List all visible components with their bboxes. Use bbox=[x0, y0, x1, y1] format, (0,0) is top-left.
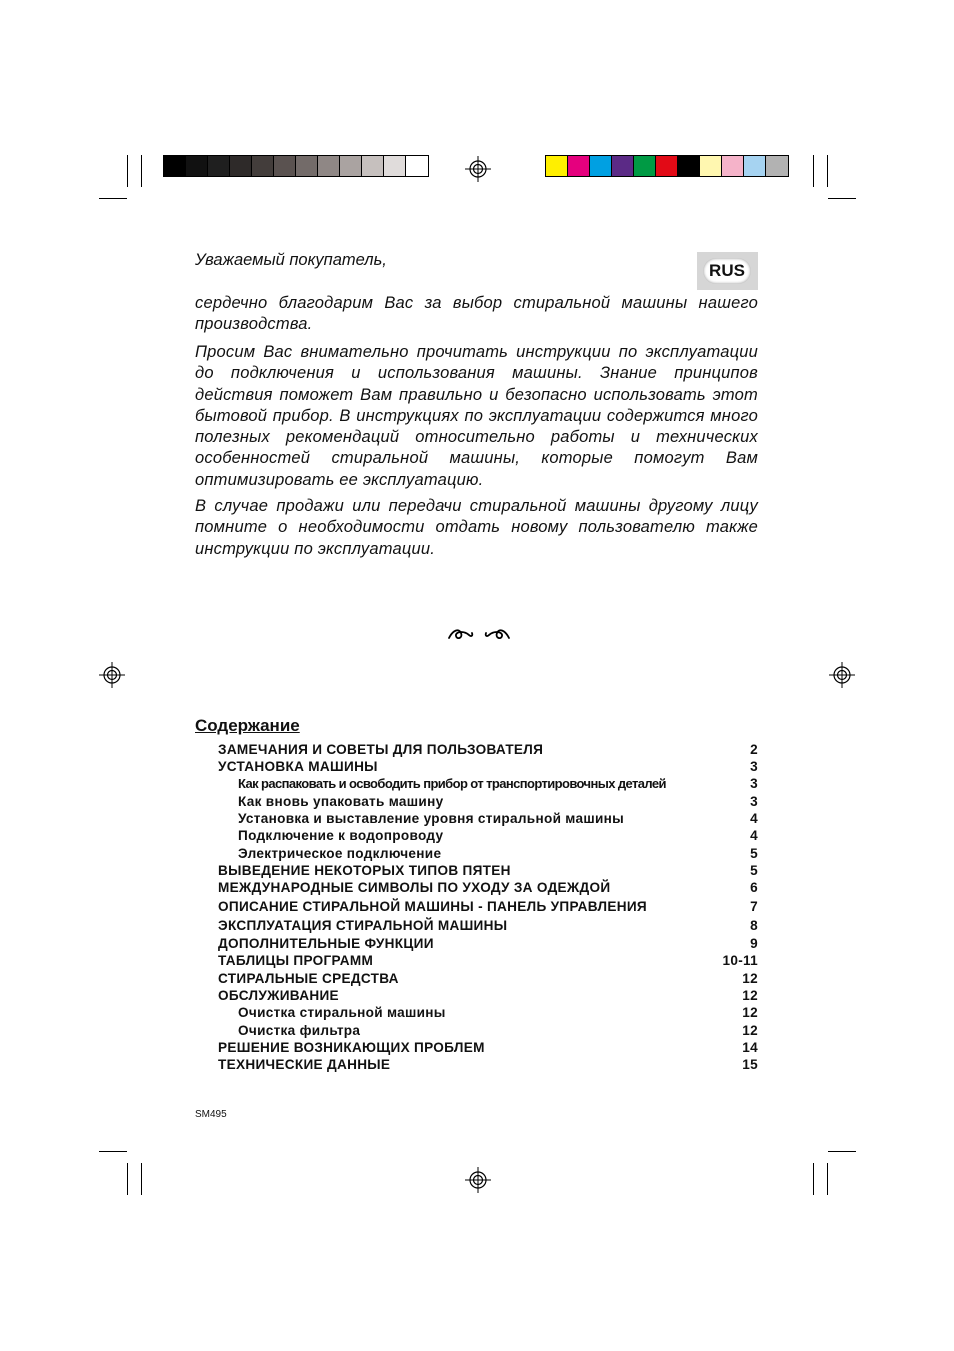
document-code: SM495 bbox=[195, 1109, 227, 1120]
toc-row bbox=[218, 1039, 758, 1056]
toc-item-label: РЕШЕНИЕ ВОЗНИКАЮЩИХ ПРОБЛЕМ bbox=[218, 1040, 485, 1055]
toc-item-label: Как вновь упаковать машину bbox=[238, 794, 444, 809]
toc-item-label: ТЕХНИЧЕСКИЕ ДАННЫЕ bbox=[218, 1057, 391, 1072]
color-swatch bbox=[722, 156, 744, 176]
toc-item-page: 15 bbox=[742, 1057, 758, 1072]
toc-row bbox=[218, 862, 758, 879]
toc-row bbox=[218, 758, 758, 775]
registration-mark-icon bbox=[99, 662, 125, 688]
grayscale-strip bbox=[163, 155, 429, 177]
toc-item-page: 8 bbox=[750, 918, 758, 933]
color-swatch bbox=[700, 156, 722, 176]
color-swatch bbox=[568, 156, 590, 176]
color-swatch bbox=[766, 156, 788, 176]
toc-item-label: Электрическое подключение bbox=[238, 846, 442, 861]
toc-item-label: ТАБЛИЦЫ ПРОГРАММ bbox=[218, 953, 374, 968]
greeting: Уважаемый покупатель, bbox=[195, 251, 387, 269]
color-swatch bbox=[678, 156, 700, 176]
toc-row bbox=[238, 793, 758, 810]
toc-row bbox=[218, 952, 758, 969]
color-swatch bbox=[656, 156, 678, 176]
color-swatch bbox=[384, 156, 406, 176]
toc-row bbox=[218, 898, 758, 915]
toc-row bbox=[218, 1056, 758, 1073]
toc-row bbox=[218, 741, 758, 758]
toc-item-page: 3 bbox=[750, 776, 758, 791]
toc-item-page: 4 bbox=[750, 828, 758, 843]
registration-mark-icon bbox=[829, 662, 855, 688]
language-badge bbox=[697, 252, 758, 290]
toc-title: Содержание bbox=[195, 716, 300, 735]
color-swatch bbox=[186, 156, 208, 176]
toc-row bbox=[218, 879, 758, 896]
color-swatch bbox=[612, 156, 634, 176]
toc-item-page: 4 bbox=[750, 811, 758, 826]
toc-item-label: Как распаковать и освободить прибор от транспортировочных деталей bbox=[238, 776, 666, 791]
toc-item-label: ОПИСАНИЕ СТИРАЛЬНОЙ МАШИНЫ - ПАНЕЛЬ УПРАВЛЕНИЯ bbox=[218, 899, 647, 914]
color-swatch bbox=[274, 156, 296, 176]
toc-item-label: Установка и выставление уровня стиральной машины bbox=[238, 811, 625, 826]
toc-item-label: ЗАМЕЧАНИЯ И СОВЕТЫ ДЛЯ ПОЛЬЗОВАТЕЛЯ bbox=[218, 742, 544, 757]
toc-row bbox=[238, 810, 758, 827]
color-swatch bbox=[164, 156, 186, 176]
color-swatch bbox=[208, 156, 230, 176]
toc-item-page: 12 bbox=[742, 1023, 758, 1038]
toc-item-page: 12 bbox=[742, 988, 758, 1003]
registration-mark-icon bbox=[465, 1167, 491, 1193]
color-swatch bbox=[744, 156, 766, 176]
intro-paragraph: В случае продажи или передачи стиральной машины другому лицу помните о необходимости отдать новому пользователю также инструкции по эксплуатации. bbox=[195, 497, 758, 558]
toc-row bbox=[238, 827, 758, 844]
toc-row bbox=[218, 935, 758, 952]
toc-item-label: ВЫВЕДЕНИЕ НЕКОТОРЫХ ТИПОВ ПЯТЕН bbox=[218, 863, 511, 878]
toc-item-label: Очистка фильтра bbox=[238, 1023, 361, 1038]
intro-paragraph: сердечно благодарим Вас за выбор стиральной машины нашего производства. bbox=[195, 294, 758, 334]
toc-item-page: 12 bbox=[742, 971, 758, 986]
toc-item-page: 7 bbox=[750, 899, 758, 914]
toc-item-page: 12 bbox=[742, 1005, 758, 1020]
toc-row bbox=[218, 970, 758, 987]
toc-item-label: ЭКСПЛУАТАЦИЯ СТИРАЛЬНОЙ МАШИНЫ bbox=[218, 918, 508, 933]
toc-item-page: 3 bbox=[750, 759, 758, 774]
color-strip bbox=[545, 155, 789, 177]
color-swatch bbox=[590, 156, 612, 176]
language-badge-label: RUS bbox=[703, 258, 751, 284]
color-swatch bbox=[318, 156, 340, 176]
toc-item-page: 14 bbox=[742, 1040, 758, 1055]
toc-row bbox=[218, 917, 758, 934]
toc-item-label: ДОПОЛНИТЕЛЬНЫЕ ФУНКЦИИ bbox=[218, 936, 434, 951]
color-swatch bbox=[340, 156, 362, 176]
color-swatch bbox=[362, 156, 384, 176]
color-swatch bbox=[252, 156, 274, 176]
toc-item-label: ОБСЛУЖИВАНИЕ bbox=[218, 988, 339, 1003]
color-swatch bbox=[406, 156, 428, 176]
toc-item-page: 3 bbox=[750, 794, 758, 809]
toc-item-page: 10-11 bbox=[722, 953, 758, 968]
toc-item-page: 2 bbox=[750, 742, 758, 757]
color-swatch bbox=[634, 156, 656, 176]
toc-item-label: СТИРАЛЬНЫЕ СРЕДСТВА bbox=[218, 971, 399, 986]
toc-row bbox=[238, 845, 758, 862]
color-swatch bbox=[546, 156, 568, 176]
color-swatch bbox=[230, 156, 252, 176]
intro-paragraph: Просим Вас внимательно прочитать инструкции по эксплуатации до подключения и использования машины. Знание принципов действия поможет Вам правильно и безопасно использовать этот бытовой прибор. В инструкциях по эксплуатации содержится много полезных рекомендаций относительно работы и технических особенностей стиральной машины, которые помогут Вам оптимизировать ее эксплуатацию. bbox=[195, 343, 758, 489]
toc-row bbox=[238, 1004, 758, 1021]
toc-item-label: МЕЖДУНАРОДНЫЕ СИМВОЛЫ ПО УХОДУ ЗА ОДЕЖДОЙ bbox=[218, 880, 611, 895]
flourish-icon bbox=[447, 624, 511, 644]
toc-item-label: Очистка стиральной машины bbox=[238, 1005, 446, 1020]
toc-item-page: 5 bbox=[750, 863, 758, 878]
registration-mark-icon bbox=[465, 156, 491, 182]
toc-item-page: 6 bbox=[750, 880, 758, 895]
toc-row bbox=[238, 775, 758, 792]
toc-row bbox=[218, 987, 758, 1004]
toc-item-page: 9 bbox=[750, 936, 758, 951]
toc-item-label: Подключение к водопроводу bbox=[238, 828, 444, 843]
toc-item-label: УСТАНОВКА МАШИНЫ bbox=[218, 759, 378, 774]
toc-row bbox=[238, 1022, 758, 1039]
toc-item-page: 5 bbox=[750, 846, 758, 861]
color-swatch bbox=[296, 156, 318, 176]
